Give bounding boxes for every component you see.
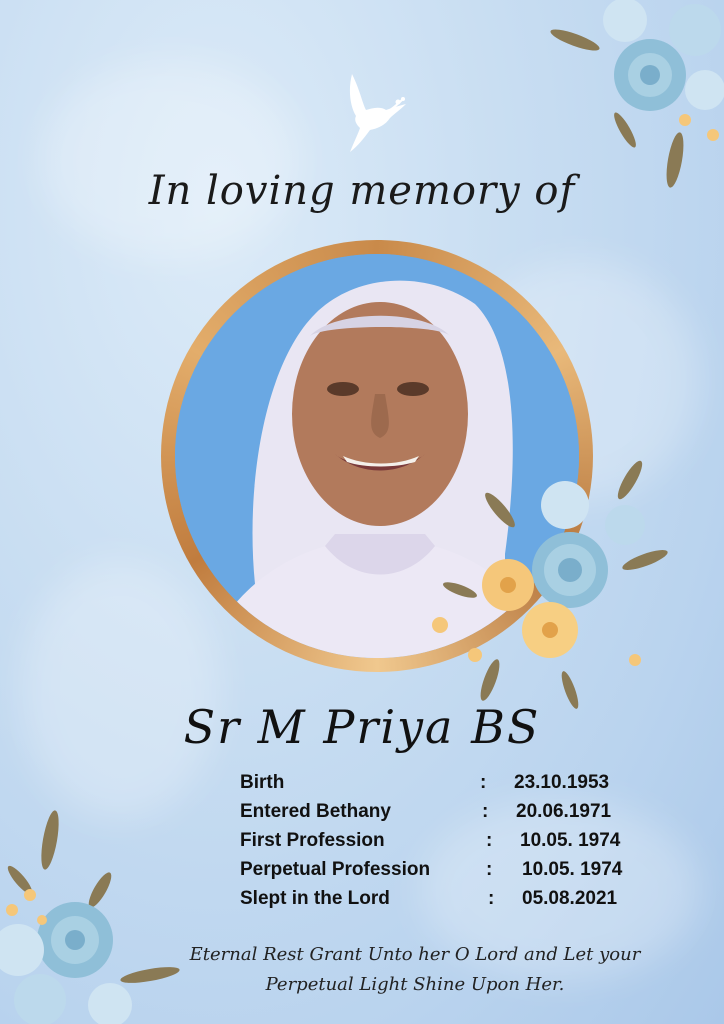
details-list — [240, 772, 680, 917]
detail-row-birth — [240, 772, 680, 801]
dove-icon — [340, 72, 410, 154]
detail-row-first-profession — [240, 830, 680, 859]
watercolor-wash — [20, 560, 220, 820]
watercolor-wash — [40, 60, 300, 260]
detail-separator: : — [482, 801, 489, 822]
detail-label: Slept in the Lord — [240, 888, 390, 909]
detail-separator: : — [486, 830, 493, 851]
detail-separator: : — [488, 888, 495, 909]
prayer-line-1: Eternal Rest Grant Unto her O Lord and Let your — [189, 944, 641, 965]
detail-label: Birth — [240, 772, 285, 793]
prayer-line-2: Perpetual Light Shine Upon Her. — [265, 974, 565, 995]
detail-value: 23.10.1953 — [514, 772, 610, 793]
detail-value: 10.05. 1974 — [520, 830, 621, 851]
flower-cluster-top-right — [535, 0, 724, 210]
detail-row-entered — [240, 801, 680, 830]
detail-separator: : — [486, 859, 493, 880]
detail-separator: : — [480, 772, 487, 793]
flower-cluster-portrait — [430, 450, 680, 720]
detail-row-perpetual-profession — [240, 859, 680, 888]
detail-value: 20.06.1971 — [516, 801, 612, 822]
detail-label: First Profession — [240, 830, 385, 851]
detail-value: 10.05. 1974 — [522, 859, 623, 880]
detail-value: 05.08.2021 — [522, 888, 618, 909]
prayer-text — [150, 940, 680, 1000]
deceased-name: Sr M Priya BS — [183, 700, 541, 754]
heading: In loving memory of — [148, 168, 576, 214]
detail-row-slept — [240, 888, 680, 917]
detail-label: Entered Bethany — [240, 801, 391, 822]
detail-label: Perpetual Profession — [240, 859, 431, 880]
